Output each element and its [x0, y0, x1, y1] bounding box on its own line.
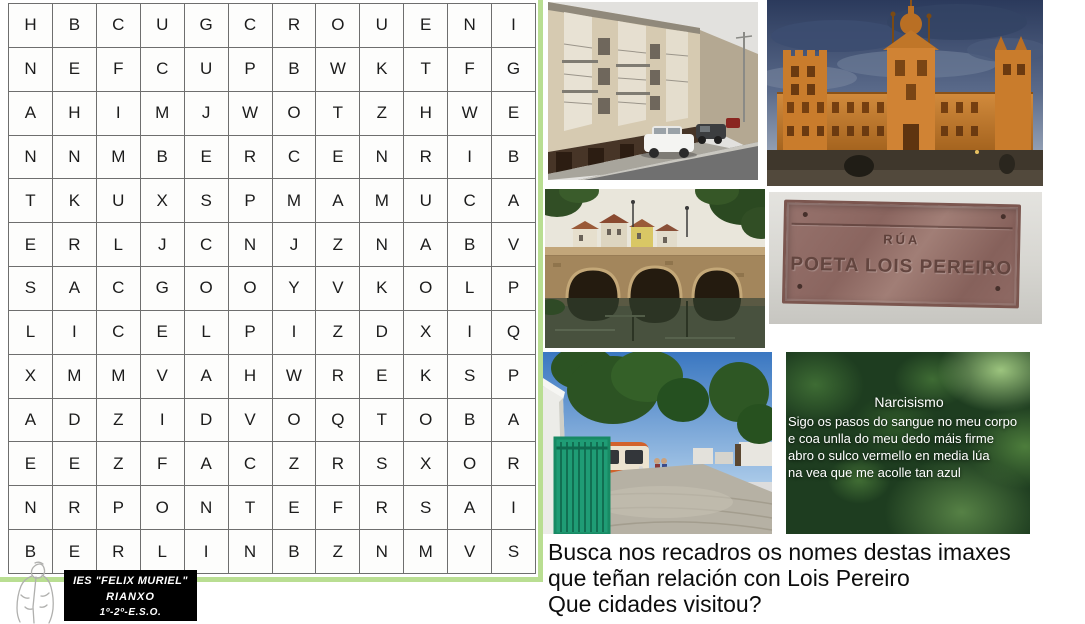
wordsearch-frame [0, 0, 543, 582]
grid-cell[interactable]: X [9, 355, 53, 399]
grid-cell[interactable]: K [360, 267, 404, 311]
grid-cell[interactable]: N [229, 223, 273, 267]
photo-monastery-night [767, 0, 1043, 186]
grid-cell[interactable]: E [53, 530, 97, 574]
grid-cell[interactable]: K [53, 179, 97, 223]
task-line-3: Que cidades visitou? [548, 591, 762, 617]
grid-cell[interactable]: C [448, 179, 492, 223]
school-name: IES "FELIX MURIEL" [73, 575, 188, 587]
grid-cell[interactable]: H [229, 355, 273, 399]
poem-line: abro o sulco vermello en media lúa [788, 448, 990, 463]
poem-text [788, 394, 1030, 481]
grid-cell[interactable]: O [229, 267, 273, 311]
grid-cell[interactable]: J [273, 223, 317, 267]
grid-cell[interactable]: N [185, 486, 229, 530]
grid-cell[interactable]: R [229, 136, 273, 180]
grid-cell[interactable]: P [492, 267, 536, 311]
grid-cell[interactable]: P [492, 355, 536, 399]
photo-street-plaque [769, 192, 1042, 324]
grid-cell[interactable]: B [273, 48, 317, 92]
street-photo-illustration [548, 2, 758, 180]
grid-cell[interactable]: U [360, 4, 404, 48]
grid-cell[interactable]: B [448, 399, 492, 443]
grid-cell[interactable]: E [9, 442, 53, 486]
poem-lines [788, 413, 1030, 481]
grid-cell[interactable]: D [53, 399, 97, 443]
grid-cell[interactable]: T [360, 399, 404, 443]
task-line-2: que teñan relación con Lois Pereiro [548, 565, 910, 591]
grid-cell[interactable]: Z [273, 442, 317, 486]
grid-cell[interactable]: Z [360, 92, 404, 136]
grid-cell[interactable]: V [229, 399, 273, 443]
grid-cell[interactable]: D [185, 399, 229, 443]
task-instructions [548, 539, 1083, 617]
grid-cell[interactable]: L [141, 530, 185, 574]
grid-cell[interactable]: P [229, 179, 273, 223]
grid-cell[interactable]: W [273, 355, 317, 399]
grid-cell[interactable]: L [9, 311, 53, 355]
grid-cell[interactable]: E [273, 486, 317, 530]
grid-cell[interactable]: Y [273, 267, 317, 311]
grid-cell[interactable]: E [360, 355, 404, 399]
grid-cell[interactable]: R [360, 486, 404, 530]
grid-cell[interactable]: B [492, 136, 536, 180]
grid-cell[interactable]: K [404, 355, 448, 399]
grid-cell[interactable]: I [273, 311, 317, 355]
grid-cell[interactable]: H [53, 92, 97, 136]
photo-poem-overlay [786, 352, 1030, 534]
grid-cell[interactable]: F [448, 48, 492, 92]
grid-cell[interactable]: C [229, 442, 273, 486]
grid-cell[interactable]: W [448, 92, 492, 136]
grid-cell[interactable]: N [9, 486, 53, 530]
plaque-screw [797, 284, 802, 289]
grid-cell[interactable]: L [448, 267, 492, 311]
grid-cell[interactable]: N [360, 223, 404, 267]
grid-cell[interactable]: I [492, 486, 536, 530]
grid-cell[interactable]: L [97, 223, 141, 267]
grid-cell[interactable]: P [229, 48, 273, 92]
poem-title: Narcisismo [874, 394, 944, 410]
grid-cell[interactable]: A [9, 399, 53, 443]
grid-cell[interactable]: A [492, 179, 536, 223]
grid-cell[interactable]: U [97, 179, 141, 223]
grid-cell[interactable]: S [448, 355, 492, 399]
grid-cell[interactable]: R [404, 136, 448, 180]
grid-cell[interactable]: N [9, 136, 53, 180]
grid-cell[interactable]: A [185, 442, 229, 486]
grid-cell[interactable]: P [229, 311, 273, 355]
poem-line: na vea que me acolle tan azul [788, 465, 961, 480]
school-town: RIANXO [106, 591, 155, 603]
grid-cell[interactable]: M [273, 179, 317, 223]
photo-station-street [543, 352, 772, 534]
grid-cell[interactable]: J [185, 92, 229, 136]
grid-cell[interactable]: T [316, 92, 360, 136]
grid-cell[interactable]: A [492, 399, 536, 443]
grid-cell[interactable]: Q [316, 399, 360, 443]
grid-cell[interactable]: C [97, 4, 141, 48]
plaque-rua-text: RÚA [883, 232, 921, 248]
grid-cell[interactable]: V [492, 223, 536, 267]
grid-cell[interactable]: F [141, 442, 185, 486]
grid-cell[interactable]: M [141, 92, 185, 136]
grid-cell[interactable]: Z [97, 442, 141, 486]
grid-cell[interactable]: B [53, 4, 97, 48]
grid-cell[interactable]: H [404, 92, 448, 136]
grid-cell[interactable]: N [53, 136, 97, 180]
grid-cell[interactable]: E [53, 48, 97, 92]
task-line-1: Busca nos recadros os nomes destas imaxes [548, 539, 1011, 565]
grid-cell[interactable]: V [448, 530, 492, 574]
grid-cell[interactable]: V [141, 355, 185, 399]
wordsearch-grid [8, 3, 536, 574]
grid-cell[interactable]: C [97, 311, 141, 355]
grid-cell[interactable]: R [316, 442, 360, 486]
grid-cell[interactable]: Z [316, 223, 360, 267]
grid-cell[interactable]: I [53, 311, 97, 355]
grid-cell[interactable]: Z [316, 530, 360, 574]
grid-cell[interactable]: G [141, 267, 185, 311]
grid-cell[interactable]: L [185, 311, 229, 355]
plaque-groove [792, 222, 1013, 229]
grid-cell[interactable]: N [9, 48, 53, 92]
grid-cell[interactable]: I [448, 136, 492, 180]
grid-cell[interactable]: O [404, 399, 448, 443]
grid-cell[interactable]: X [404, 442, 448, 486]
school-grade: 1º-2º-E.S.O. [99, 607, 162, 618]
grid-cell[interactable]: O [404, 267, 448, 311]
grid-cell[interactable]: N [229, 530, 273, 574]
grid-cell[interactable]: G [185, 4, 229, 48]
grid-cell[interactable]: I [141, 399, 185, 443]
grid-cell[interactable]: D [360, 311, 404, 355]
grid-cell[interactable]: M [404, 530, 448, 574]
grid-cell[interactable]: A [448, 486, 492, 530]
grid-cell[interactable]: S [360, 442, 404, 486]
grid-cell[interactable]: E [141, 311, 185, 355]
station-photo-illustration [543, 352, 772, 534]
plaque-screw [995, 286, 1000, 291]
grid-cell[interactable]: Z [316, 311, 360, 355]
grid-cell[interactable]: R [53, 486, 97, 530]
grid-cell[interactable]: F [316, 486, 360, 530]
grid-cell[interactable]: N [360, 136, 404, 180]
plaque-name-text: POETA LOIS PEREIRO [790, 253, 1013, 280]
grid-cell[interactable]: O [316, 4, 360, 48]
grid-cell[interactable]: I [492, 4, 536, 48]
grid-cell[interactable]: E [53, 442, 97, 486]
grid-cell[interactable]: C [273, 136, 317, 180]
grid-cell[interactable]: W [316, 48, 360, 92]
grid-cell[interactable]: P [97, 486, 141, 530]
grid-cell[interactable]: T [404, 48, 448, 92]
bridge-photo-illustration [545, 189, 765, 348]
grid-cell[interactable]: T [229, 486, 273, 530]
grid-cell[interactable]: X [141, 179, 185, 223]
grid-cell[interactable]: A [185, 355, 229, 399]
grid-cell[interactable]: O [185, 267, 229, 311]
monastery-photo-illustration [767, 0, 1043, 186]
poem-line: e coa unlla do meu dedo máis firme [788, 431, 994, 446]
grid-cell[interactable]: E [404, 4, 448, 48]
grid-cell[interactable]: S [492, 530, 536, 574]
grid-cell[interactable]: U [185, 48, 229, 92]
grid-cell[interactable]: U [141, 4, 185, 48]
school-label [64, 570, 197, 621]
grid-cell[interactable]: H [9, 4, 53, 48]
grid-cell[interactable]: W [229, 92, 273, 136]
photo-monforte-street [548, 2, 758, 180]
grid-cell[interactable]: C [229, 4, 273, 48]
grid-cell[interactable]: S [9, 267, 53, 311]
grid-cell[interactable]: B [9, 530, 53, 574]
grid-cell[interactable]: C [185, 223, 229, 267]
grid-cell[interactable]: G [492, 48, 536, 92]
grid-cell[interactable]: N [448, 4, 492, 48]
grid-cell[interactable]: J [141, 223, 185, 267]
grid-cell[interactable]: T [9, 179, 53, 223]
grid-cell[interactable]: O [448, 442, 492, 486]
grid-cell[interactable]: A [9, 92, 53, 136]
grid-cell[interactable]: S [185, 179, 229, 223]
grid-cell[interactable]: B [448, 223, 492, 267]
grid-cell[interactable]: X [404, 311, 448, 355]
grid-cell[interactable]: A [53, 267, 97, 311]
grid-cell[interactable]: O [273, 399, 317, 443]
grid-cell[interactable]: B [141, 136, 185, 180]
grid-cell[interactable]: M [97, 136, 141, 180]
grid-cell[interactable]: E [185, 136, 229, 180]
grid-cell[interactable]: M [53, 355, 97, 399]
grid-cell[interactable]: E [492, 92, 536, 136]
grid-cell[interactable]: R [273, 4, 317, 48]
grid-cell[interactable]: M [97, 355, 141, 399]
grid-cell[interactable]: N [360, 530, 404, 574]
grid-cell[interactable]: I [185, 530, 229, 574]
grid-cell[interactable]: I [97, 92, 141, 136]
grid-cell[interactable]: M [360, 179, 404, 223]
grid-cell[interactable]: E [9, 223, 53, 267]
poem-line: Sigo os pasos do sangue no meu corpo [788, 414, 1018, 429]
grid-cell[interactable]: R [492, 442, 536, 486]
grid-cell[interactable]: R [316, 355, 360, 399]
grid-cell[interactable]: A [316, 179, 360, 223]
grid-cell[interactable]: R [53, 223, 97, 267]
grid-cell[interactable]: B [273, 530, 317, 574]
grid-cell[interactable]: S [404, 486, 448, 530]
photo-stone-bridge [545, 189, 765, 348]
grid-cell[interactable]: V [316, 267, 360, 311]
student-sketch-drawing [5, 561, 63, 624]
grid-cell[interactable]: O [141, 486, 185, 530]
grid-cell[interactable]: F [97, 48, 141, 92]
grid-cell[interactable]: I [448, 311, 492, 355]
grid-cell[interactable]: U [404, 179, 448, 223]
grid-cell[interactable]: C [97, 267, 141, 311]
grid-cell[interactable]: Z [97, 399, 141, 443]
grid-cell[interactable]: E [316, 136, 360, 180]
grid-cell[interactable]: O [273, 92, 317, 136]
plaque-screw [1001, 214, 1006, 219]
granite-plaque [782, 200, 1021, 309]
plaque-screw [803, 212, 808, 217]
grid-cell[interactable]: Q [492, 311, 536, 355]
grid-cell[interactable]: R [97, 530, 141, 574]
grid-cell[interactable]: C [141, 48, 185, 92]
grid-cell[interactable]: A [404, 223, 448, 267]
grid-cell[interactable]: K [360, 48, 404, 92]
